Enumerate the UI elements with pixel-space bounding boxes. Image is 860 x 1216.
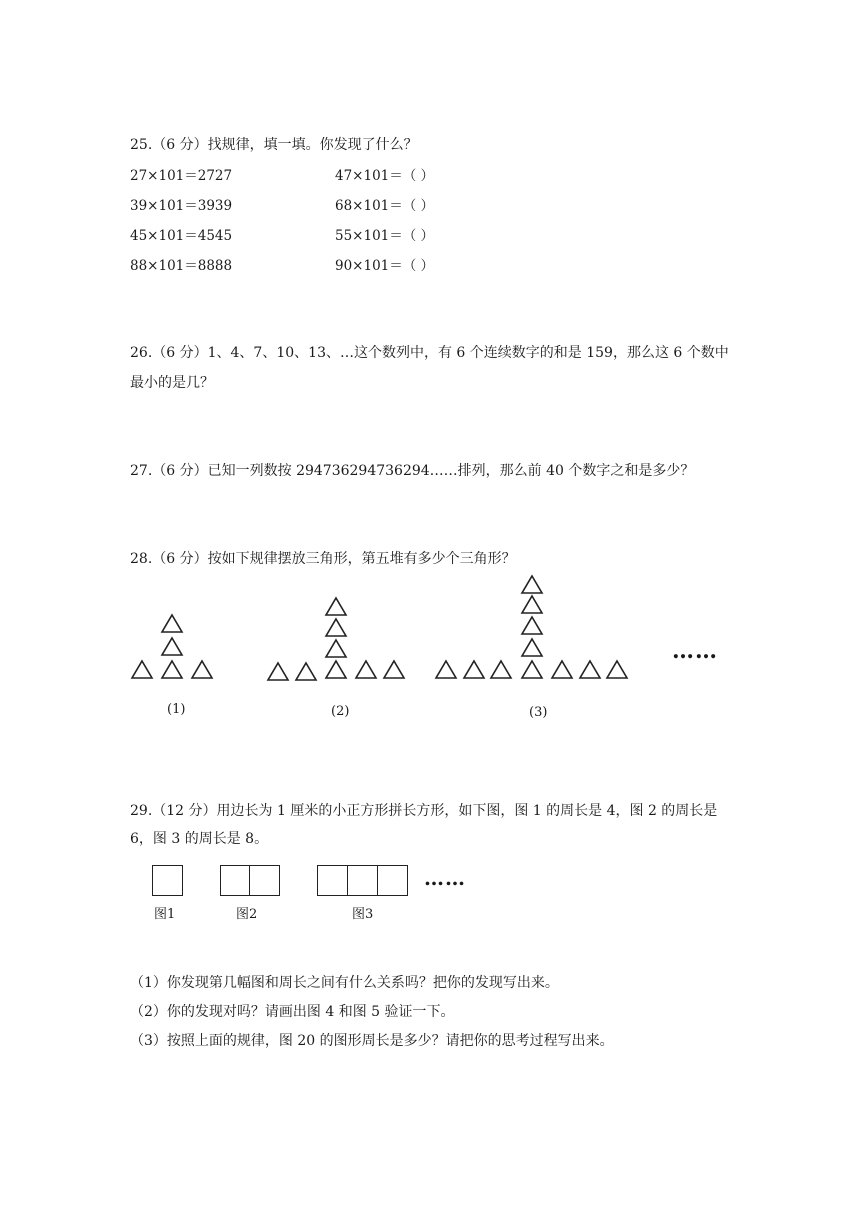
figure-2-rectangle: [220, 865, 280, 896]
q28-ellipsis: ……: [672, 638, 718, 664]
pile-2: [268, 598, 404, 680]
figure-3-rectangle: [317, 865, 408, 896]
q25-right-eq-3: 55×101＝（ ）: [335, 228, 435, 244]
q28-label-3: (3): [529, 705, 548, 720]
q26-line-2: 最小的是几？: [130, 375, 214, 391]
q27-text: 27.（6 分）已知一列数按 294736294736294……排列，那么前 40 个数字之和是多少？: [130, 463, 695, 479]
q29-ellipsis: ……: [424, 866, 466, 890]
q25-right-eq-1: 47×101＝（ ）: [335, 168, 435, 184]
q28-label-2: (2): [331, 704, 350, 719]
q29-fig-label-1: 图1: [154, 907, 176, 922]
q29-fig-label-3: 图3: [352, 907, 374, 922]
pile-3: [436, 576, 627, 678]
figure-1-square: [152, 865, 183, 896]
q25-left-eq-2: 39×101＝3939: [130, 198, 233, 214]
q25-right-eq-2: 68×101＝（ ）: [335, 198, 435, 214]
q25-left-eq-4: 88×101＝8888: [130, 258, 233, 274]
q29-fig-label-2: 图2: [236, 907, 258, 922]
q26-line-1: 26.（6 分）1、4、7、10、13、…这个数列中，有 6 个连续数字的和是 159，那么这 6 个数中: [130, 345, 729, 361]
pile-1: [132, 615, 212, 678]
q25-left-eq-1: 27×101＝2727: [130, 168, 233, 184]
q28-text: 28.（6 分）按如下规律摆放三角形，第五堆有多少个三角形？: [130, 551, 516, 567]
q25-right-eq-4: 90×101＝（ ）: [335, 258, 435, 274]
q29-sub-3: （3）按照上面的规律，图 20 的图形周长是多少？请把你的思考过程写出来。: [130, 1033, 614, 1049]
q29-line-1: 29.（12 分）用边长为 1 厘米的小正方形拼长方形，如下图，图 1 的周长是 4，图 2 的周长是: [130, 803, 718, 819]
q28-label-1: (1): [167, 702, 186, 717]
q29-sub-1: （1）你发现第几幅图和周长之间有什么关系吗？把你的发现写出来。: [130, 975, 559, 991]
q29-line-2: 6，图 3 的周长是 8。: [130, 831, 269, 847]
q25-left-eq-3: 45×101＝4545: [130, 228, 233, 244]
q25-title: 25.（6 分）找规律，填一填。你发现了什么？: [130, 137, 418, 153]
triangle-piles-figure: [120, 570, 860, 710]
q29-sub-2: （2）你的发现对吗？请画出图 4 和图 5 验证一下。: [130, 1004, 455, 1020]
